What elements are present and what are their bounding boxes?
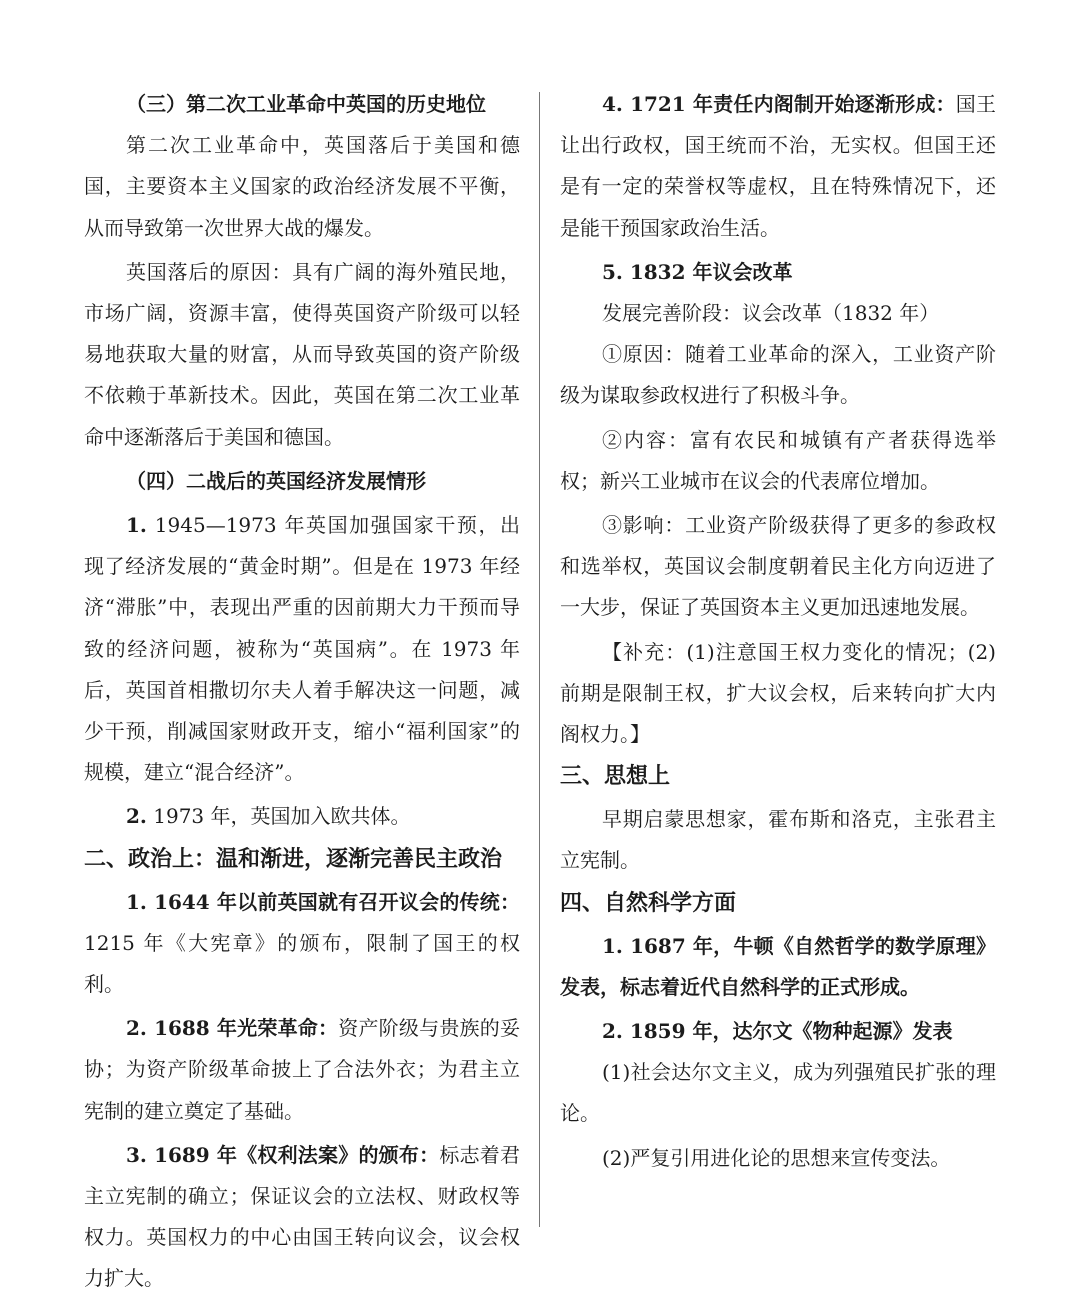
paragraph: [84, 1135, 520, 1300]
paragraph-text: 1973 年，英国加入欧共体。: [146, 804, 411, 829]
paragraph: ②内容：富有农民和城镇有产者获得选举权；新兴工业城市在议会的代表席位增加。: [560, 427, 996, 493]
paragraph: (1)社会达尔文主义，成为列强殖民扩张的理论。: [560, 1060, 996, 1126]
paragraph: [560, 84, 996, 249]
paragraph: (2)严复引用进化论的思想来宣传变法。: [602, 1145, 951, 1170]
chapter-heading: 二、政治上：温和渐进，逐渐完善民主政治: [84, 846, 503, 872]
paragraph-text: 国王让出行政权，国王统而不治，无实权。但国王还是有一定的荣誉权等虚权，且在特殊情况下，还是能干预国家政治生活。: [560, 92, 997, 240]
paragraph-text: 1215 年《大宪章》的颁布，限制了国王的权利。: [84, 930, 520, 997]
paragraph: ③影响：工业资产阶级获得了更多的参政权和选举权，英国议会制度朝着民主化方向迈进了一大步，保证了英国资本主义更加迅速地发展。: [560, 513, 996, 620]
left-column: [84, 84, 520, 1300]
paragraph-text: 标志着君主立宪制的确立；保证议会的立法权、财政权等权力。英国权力的中心由国王转向议会，议会权力扩大。: [84, 1142, 521, 1291]
chapter-heading: 四、自然科学方面: [560, 890, 737, 916]
section-heading: 2. 1859 年，达尔文《物种起源》发表: [602, 1019, 953, 1044]
supplement-note: 【补充：(1)注意国王权力变化的情况；(2)前期是限制王权，扩大议会权，后来转向扩大内阁权力。】: [560, 639, 996, 747]
paragraph: 第二次工业革命中，英国落后于美国和德国，主要资本主义国家的政治经济发展不平衡，从而导致第一次世界大战的爆发。: [84, 133, 520, 240]
right-column: [560, 84, 996, 1179]
paragraph: ①原因：随着工业革命的深入，工业资产阶级为谋取参政权进行了积极斗争。: [560, 342, 996, 408]
paragraph: [560, 926, 996, 1008]
bold-lead: 4. 1721 年责任内阁制开始逐渐形成：: [602, 92, 956, 116]
bold-lead: 2. 1688 年光荣革命：: [126, 1016, 339, 1041]
paragraph: [84, 882, 520, 1006]
item-number: 1.: [602, 933, 623, 958]
column-divider: [539, 92, 540, 1227]
paragraph: 发展完善阶段：议会改革（1832 年）: [602, 301, 940, 326]
paragraph: [84, 505, 520, 793]
paragraph-text: 1945—1973 年英国加强国家干预，出现了经济发展的“黄金时期”。但是在 1973 年经济“滞胀”中，表现出严重的因前期大力干预而导致的经济问题，被称为“英国病”。在 1973 年后，英国首相撒切尔夫人着手解决这一问题，减少干预，削减国家财政开支，缩小“福利国家”的规模，建立“混合经济”。: [84, 513, 520, 785]
paragraph: [84, 796, 520, 837]
paragraph: 英国落后的原因：具有广阔的海外殖民地，市场广阔，资源丰富，使得英国资产阶级可以轻易地获取大量的财富，从而导致英国的资产阶级不依赖于革新技术。因此，英国在第二次工业革命中逐渐落后于美国和德国。: [84, 259, 520, 449]
paragraph: [84, 1008, 520, 1132]
paragraph-text: 资产阶级与贵族的妥协；为资产阶级革命披上了合法外衣；为君主立宪制的建立奠定了基础。: [84, 1016, 520, 1123]
paragraph: 早期启蒙思想家，霍布斯和洛克，主张君主立宪制。: [560, 807, 996, 873]
bold-lead: 1. 1644 年以前英国就有召开议会的传统：: [126, 889, 520, 914]
paragraph-text: 1687 年，牛顿《自然哲学的数学原理》发表，标志着近代自然科学的正式形成。: [560, 933, 996, 999]
chapter-heading: 三、思想上: [560, 764, 671, 790]
item-number: 1.: [126, 513, 147, 538]
section-heading: 5. 1832 年议会改革: [602, 259, 793, 284]
bold-lead: 3. 1689 年《权利法案》的颁布：: [126, 1142, 440, 1167]
section-heading: （四）二战后的英国经济发展情形: [126, 468, 426, 493]
item-number: 2.: [126, 804, 147, 829]
section-heading: （三）第二次工业革命中英国的历史地位: [126, 92, 486, 116]
